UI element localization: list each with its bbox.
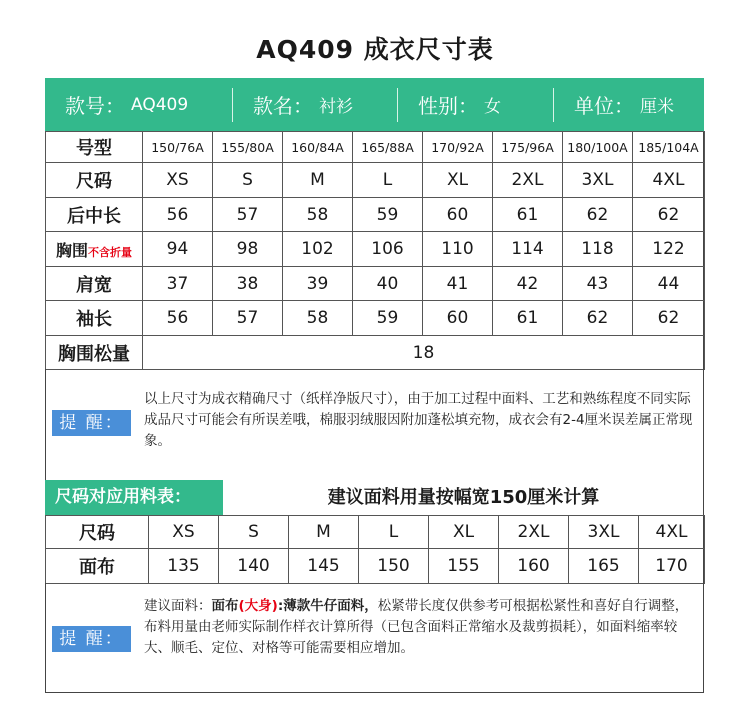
table-cell: 3XL <box>563 163 633 198</box>
table-cell: 40 <box>353 267 423 301</box>
size-code: 160/84A <box>283 132 353 163</box>
table-cell: 57 <box>213 198 283 232</box>
table-cell: L <box>353 163 423 198</box>
fabric-part: (大身) <box>238 598 278 614</box>
size-code: 180/100A <box>563 132 633 163</box>
table-cell: 165 <box>569 549 639 584</box>
info-style-name <box>233 78 397 131</box>
table-cell: 58 <box>283 301 353 336</box>
table-cell: 155 <box>429 549 499 584</box>
table-cell: M <box>283 163 353 198</box>
info-value: 衬衫 <box>319 97 353 117</box>
table-cell: 61 <box>493 301 563 336</box>
table-cell: 140 <box>219 549 289 584</box>
table-cell: S <box>219 516 289 549</box>
table-cell: XS <box>149 516 219 549</box>
table-cell: 122 <box>633 232 705 267</box>
table-cell: 57 <box>213 301 283 336</box>
info-bar <box>45 78 704 131</box>
table-row <box>46 516 705 549</box>
table-cell: 59 <box>353 301 423 336</box>
info-label: 性别： <box>418 94 478 118</box>
table-cell: 61 <box>493 198 563 232</box>
table-cell: 135 <box>149 549 219 584</box>
table-cell: 56 <box>143 198 213 232</box>
table-cell: 2XL <box>493 163 563 198</box>
table-cell: 62 <box>633 301 705 336</box>
row-label: 面布 <box>46 549 149 584</box>
row-label: 肩宽 <box>46 267 143 301</box>
table-cell: 59 <box>353 198 423 232</box>
reminder-body: 松紧带长度仅供参考可根据松紧性和喜好自行调整，布料用量由老师实际制作样衣计算所得（已包含面料正常缩水及裁剪损耗），如面料缩率较大、顺毛、定位、对格等可能需要相应增加。 <box>144 598 689 656</box>
table-cell: 114 <box>493 232 563 267</box>
table-cell: S <box>213 163 283 198</box>
table-cell: 62 <box>563 301 633 336</box>
size-code: 165/88A <box>353 132 423 163</box>
row-label <box>46 232 143 267</box>
table-row <box>46 267 705 301</box>
table-cell: 44 <box>633 267 705 301</box>
page-title: AQ409 成衣尺寸表 <box>256 35 494 64</box>
table-cell: 106 <box>353 232 423 267</box>
fabric-section-header <box>45 480 704 515</box>
fabric-table <box>45 515 705 584</box>
table-cell: 56 <box>143 301 213 336</box>
table-cell: 4XL <box>639 516 705 549</box>
table-row <box>46 549 705 584</box>
table-row <box>46 198 705 232</box>
table-cell: 43 <box>563 267 633 301</box>
size-code: 185/104A <box>633 132 705 163</box>
table-cell: 58 <box>283 198 353 232</box>
size-table <box>45 131 705 370</box>
reminder-badge: 提 醒： <box>52 626 131 652</box>
table-cell: 145 <box>289 549 359 584</box>
table-cell: XS <box>143 163 213 198</box>
fabric-description: :薄款牛仔面料， <box>277 598 378 614</box>
info-style-number <box>45 78 232 131</box>
row-label: 尺码 <box>46 163 143 198</box>
row-label: 尺码 <box>46 516 149 549</box>
row-label: 胸围松量 <box>46 336 143 370</box>
table-cell: 60 <box>423 301 493 336</box>
table-row <box>46 336 705 370</box>
info-gender <box>398 78 553 131</box>
reminder-text <box>144 596 696 659</box>
row-label: 号型 <box>46 132 143 163</box>
table-cell: 42 <box>493 267 563 301</box>
note-box <box>45 583 704 693</box>
table-cell: 62 <box>633 198 705 232</box>
table-cell: 118 <box>563 232 633 267</box>
table-cell: 41 <box>423 267 493 301</box>
info-value: 厘米 <box>640 97 674 117</box>
table-cell: 2XL <box>499 516 569 549</box>
table-cell: 38 <box>213 267 283 301</box>
table-cell: 62 <box>563 198 633 232</box>
table-cell: 160 <box>499 549 569 584</box>
info-value: 女 <box>484 97 501 117</box>
table-cell: 37 <box>143 267 213 301</box>
table-row <box>46 163 705 198</box>
table-cell: 102 <box>283 232 353 267</box>
info-label: 款名： <box>253 94 313 118</box>
table-cell: 170 <box>639 549 705 584</box>
table-cell: 94 <box>143 232 213 267</box>
table-row <box>46 301 705 336</box>
table-cell: 60 <box>423 198 493 232</box>
table-cell: 4XL <box>633 163 705 198</box>
info-label: 单位： <box>574 94 634 118</box>
info-value: AQ409 <box>131 94 189 115</box>
table-cell: 150 <box>359 549 429 584</box>
fabric-prefix: 建议面料： <box>144 598 212 614</box>
table-cell: 3XL <box>569 516 639 549</box>
reminder-text: 以上尺寸为成衣精确尺寸（纸样净版尺寸），由于加工过程中面料、工艺和熟练程度不同实际成品尺寸可能会有所误差哦，棉服羽绒服因附加蓬松填充物，成衣会有2-4厘米误差属正常现象。 <box>144 391 693 449</box>
table-cell: 110 <box>423 232 493 267</box>
table-row <box>46 232 705 267</box>
reminder-badge: 提 醒： <box>52 410 131 436</box>
table-cell: XL <box>429 516 499 549</box>
fabric-section-subtitle: 建议面料用量按幅宽150厘米计算 <box>327 487 600 508</box>
table-row <box>46 132 705 163</box>
table-cell: XL <box>423 163 493 198</box>
table-cell: 98 <box>213 232 283 267</box>
info-label: 款号： <box>65 94 125 118</box>
size-code: 170/92A <box>423 132 493 163</box>
size-code: 175/96A <box>493 132 563 163</box>
row-label-text: 胸围 <box>55 240 88 260</box>
row-label-note: 不含折量 <box>88 245 132 259</box>
row-label: 袖长 <box>46 301 143 336</box>
fabric-name: 面布 <box>211 598 239 614</box>
info-unit <box>554 78 704 131</box>
note-box <box>45 369 704 480</box>
size-code: 150/76A <box>143 132 213 163</box>
fabric-section-title: 尺码对应用料表： <box>45 480 223 515</box>
table-cell: 39 <box>283 267 353 301</box>
size-code: 155/80A <box>213 132 283 163</box>
ease-value: 18 <box>143 336 705 370</box>
table-cell: L <box>359 516 429 549</box>
table-cell: M <box>289 516 359 549</box>
row-label: 后中长 <box>46 198 143 232</box>
